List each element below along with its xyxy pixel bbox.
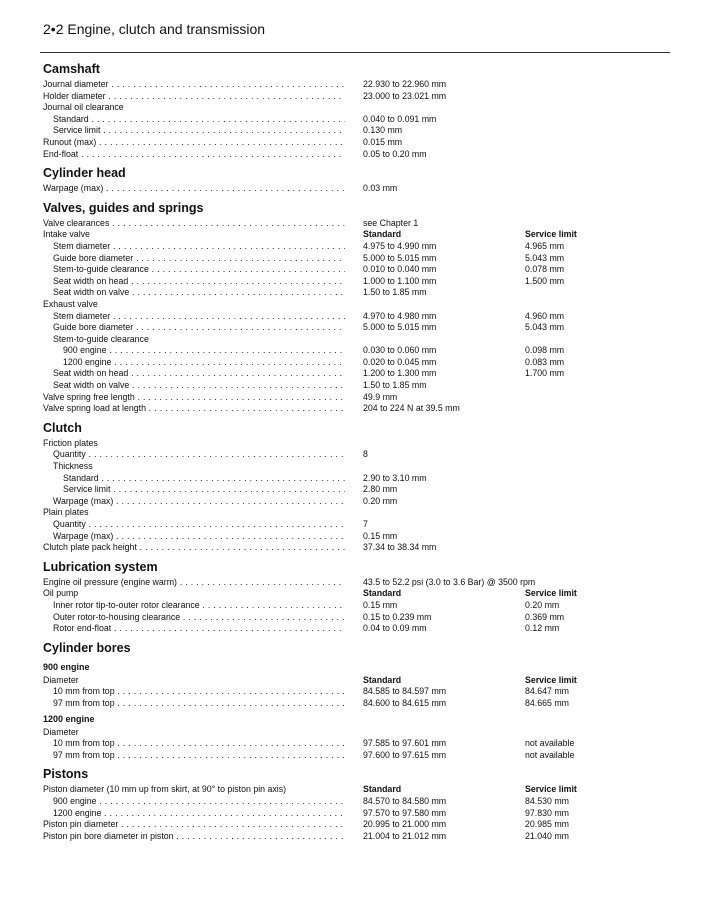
spec-row: [43, 183, 670, 195]
spec-limit: 20.985 mm: [525, 819, 570, 830]
spec-label: Exhaust valve: [43, 298, 98, 309]
spec-row: [43, 102, 670, 114]
spec-limit: 1.500 mm: [525, 275, 565, 286]
spec-row: [43, 612, 670, 624]
spec-row: [43, 368, 670, 380]
spec-label: Service limit . . .: [63, 484, 345, 496]
page-number: 2•2: [43, 21, 64, 37]
spec-limit: 0.098 mm: [525, 345, 565, 356]
spec-row: [43, 149, 670, 161]
spec-value: 97.570 to 97.580 mm: [363, 807, 447, 818]
spec-value: 0.15 to 0.239 mm: [363, 611, 432, 622]
spec-label: End-float . . .: [43, 149, 345, 161]
spec-row: [43, 519, 670, 531]
spec-row: [43, 392, 670, 404]
spec-label: Runout (max) . . .: [43, 137, 345, 149]
section-title-pistons: Pistons: [43, 767, 89, 782]
spec-limit: 84.530 mm: [525, 795, 570, 806]
spec-label: Warpage (max) . . .: [43, 183, 345, 195]
spec-label: Piston pin diameter . . .: [43, 819, 345, 831]
spec-value: 43.5 to 52.2 psi (3.0 to 3.6 Bar) @ 3500 rpm: [363, 576, 536, 587]
spec-row: [43, 449, 670, 461]
spec-value: 37.34 to 38.34 mm: [363, 542, 437, 553]
spec-label: Thickness: [53, 461, 93, 472]
spec-label: Seat width on head . . .: [53, 276, 345, 288]
spec-label: Valve spring load at length . . .: [43, 403, 345, 415]
subheading-900-engine: 900 engine: [43, 661, 90, 672]
spec-value: 0.05 to 0.20 mm: [363, 148, 427, 159]
column-header-standard: Standard: [363, 229, 402, 240]
spec-row: [43, 784, 670, 796]
spec-limit: not available: [525, 738, 575, 749]
spec-limit: 1.700 mm: [525, 368, 565, 379]
spec-limit: 4.965 mm: [525, 240, 565, 251]
spec-label: Holder diameter . . .: [43, 91, 345, 103]
spec-value: 1.50 to 1.85 mm: [363, 380, 427, 391]
spec-row: [43, 311, 670, 323]
spec-limit: 4.960 mm: [525, 310, 565, 321]
section-title-cylinder-bores: Cylinder bores: [43, 640, 131, 655]
spec-value: 20.995 to 21.000 mm: [363, 819, 447, 830]
spec-value: 0.03 mm: [363, 183, 398, 194]
spec-row: [43, 738, 670, 750]
spec-value: 4.975 to 4.990 mm: [363, 240, 437, 251]
spec-value: 0.010 to 0.040 mm: [363, 264, 437, 275]
spec-row: [43, 79, 670, 91]
spec-row: [43, 276, 670, 288]
spec-value: 21.004 to 21.012 mm: [363, 830, 447, 841]
spec-value: 0.130 mm: [363, 125, 403, 136]
spec-row: [43, 357, 670, 369]
column-header-standard: Standard: [363, 588, 402, 599]
section-title-cylinder-head: Cylinder head: [43, 166, 126, 181]
spec-value: 0.020 to 0.045 mm: [363, 356, 437, 367]
column-header-service-limit: Service limit: [525, 229, 577, 240]
spec-row: [43, 322, 670, 334]
spec-label: 97 mm from top . . .: [53, 750, 345, 762]
spec-row: [43, 808, 670, 820]
spec-value: 0.15 mm: [363, 530, 398, 541]
spec-limit: 0.20 mm: [525, 599, 560, 610]
spec-limit: not available: [525, 749, 575, 760]
section-title-valves: Valves, guides and springs: [43, 200, 204, 215]
spec-value: 0.20 mm: [363, 495, 398, 506]
column-header-service-limit: Service limit: [525, 588, 577, 599]
section-title-camshaft: Camshaft: [43, 62, 100, 76]
spec-label: Stem-to-guide clearance . . .: [53, 264, 345, 276]
spec-row: [43, 403, 670, 415]
spec-limit: 0.083 mm: [525, 356, 565, 367]
spec-row: [43, 473, 670, 485]
spec-value: 0.15 mm: [363, 599, 398, 610]
spec-label: Stem diameter . . .: [53, 241, 345, 253]
spec-value: 97.600 to 97.615 mm: [363, 749, 447, 760]
spec-row: [43, 299, 670, 311]
section-title-lubrication: Lubrication system: [43, 559, 158, 574]
spec-row: [43, 588, 670, 600]
spec-label: Friction plates: [43, 437, 98, 448]
spec-value: 23.000 to 23.021 mm: [363, 90, 447, 101]
spec-value: 4.970 to 4.980 mm: [363, 310, 437, 321]
spec-limit: 0.12 mm: [525, 623, 560, 634]
spec-label: 1200 engine . . .: [53, 808, 345, 820]
spec-label: Guide bore diameter . . .: [53, 322, 345, 334]
spec-value: 2.90 to 3.10 mm: [363, 472, 427, 483]
spec-row: [43, 507, 670, 519]
spec-value: 7: [363, 519, 368, 529]
chapter-title: Engine, clutch and transmission: [67, 21, 266, 37]
column-header-service-limit: Service limit: [525, 784, 577, 795]
spec-value: 0.015 mm: [363, 136, 403, 147]
spec-label: Seat width on valve . . .: [53, 380, 345, 392]
spec-limit: 84.647 mm: [525, 686, 570, 697]
spec-row: [43, 600, 670, 612]
spec-row: [43, 137, 670, 149]
spec-row: [43, 484, 670, 496]
spec-value: 84.600 to 84.615 mm: [363, 697, 447, 708]
section-title-clutch: Clutch: [43, 420, 82, 435]
spec-value: 204 to 224 N at 39.5 mm: [363, 403, 460, 414]
spec-label: Quantity . . .: [53, 519, 345, 531]
spec-value: 84.570 to 84.580 mm: [363, 795, 447, 806]
spec-row: [43, 218, 670, 230]
spec-row: [43, 461, 670, 473]
spec-label: Service limit . . .: [53, 125, 345, 137]
spec-label: Standard . . .: [53, 114, 345, 126]
spec-label: Intake valve: [43, 229, 90, 240]
spec-row: [43, 727, 670, 739]
spec-row: [43, 675, 670, 687]
spec-row: [43, 114, 670, 126]
spec-label: Journal oil clearance: [43, 102, 124, 113]
spec-row: [43, 496, 670, 508]
spec-label: Valve clearances . . .: [43, 218, 345, 230]
subheading-1200-engine: 1200 engine: [43, 713, 95, 724]
spec-label: Journal diameter . . .: [43, 79, 345, 91]
spec-label: Warpage (max) . . .: [53, 496, 345, 508]
spec-limit: 97.830 mm: [525, 807, 570, 818]
spec-row: [43, 380, 670, 392]
spec-limit: 5.043 mm: [525, 252, 565, 263]
spec-row: [43, 438, 670, 450]
spec-row: [43, 264, 670, 276]
spec-value: 8: [363, 449, 368, 460]
spec-row: [43, 819, 670, 831]
spec-row: [43, 334, 670, 346]
page-header: [43, 21, 265, 37]
spec-label: Diameter: [43, 674, 79, 685]
spec-value: 84.585 to 84.597 mm: [363, 686, 447, 697]
spec-label: Plain plates: [43, 507, 89, 518]
spec-row: [43, 531, 670, 543]
spec-label: Piston diameter (10 mm up from skirt, at 90° to piston pin axis): [43, 784, 287, 795]
spec-label: 10 mm from top . . .: [53, 686, 345, 698]
spec-value: 49.9 mm: [363, 391, 398, 402]
spec-label: Seat width on head . . .: [53, 368, 345, 380]
spec-label: Engine oil pressure (engine warm) . . .: [43, 577, 345, 589]
spec-value: 97.585 to 97.601 mm: [363, 738, 447, 749]
spec-label: 900 engine . . .: [53, 796, 345, 808]
spec-row: [43, 229, 670, 241]
spec-value: 2.80 mm: [363, 484, 398, 495]
spec-label: Valve spring free length . . .: [43, 392, 345, 404]
spec-label: Quantity . . .: [53, 449, 345, 461]
spec-label: 10 mm from top . . .: [53, 738, 345, 750]
spec-label: 900 engine . . .: [63, 345, 345, 357]
column-header-standard: Standard: [363, 674, 402, 685]
spec-content: [43, 60, 670, 842]
spec-label: Warpage (max) . . .: [53, 531, 345, 543]
spec-row: [43, 287, 670, 299]
spec-label: Guide bore diameter . . .: [53, 253, 345, 265]
spec-row: [43, 241, 670, 253]
spec-limit: 84.665 mm: [525, 697, 570, 708]
spec-value: 1.50 to 1.85 mm: [363, 287, 427, 298]
spec-value: 0.04 to 0.09 mm: [363, 623, 427, 634]
spec-label: Diameter: [43, 726, 79, 737]
spec-limit: 5.043 mm: [525, 322, 565, 333]
spec-label: Stem-to-guide clearance: [53, 333, 149, 344]
spec-row: [43, 577, 670, 589]
spec-label: Clutch plate pack height . . .: [43, 542, 345, 554]
spec-label: Standard . . .: [63, 473, 345, 485]
spec-row: [43, 345, 670, 357]
spec-row: [43, 125, 670, 137]
spec-value: 1.000 to 1.100 mm: [363, 275, 437, 286]
spec-value: 0.040 to 0.091 mm: [363, 113, 437, 124]
spec-label: Outer rotor-to-housing clearance . . .: [53, 612, 345, 624]
column-header-service-limit: Service limit: [525, 674, 577, 685]
spec-label: 1200 engine . . .: [63, 357, 345, 369]
spec-value: 1.200 to 1.300 mm: [363, 368, 437, 379]
spec-label: 97 mm from top . . .: [53, 698, 345, 710]
spec-label: Piston pin bore diameter in piston . . .: [43, 831, 345, 843]
spec-row: [43, 91, 670, 103]
header-rule: [40, 52, 670, 53]
spec-label: Stem diameter . . .: [53, 311, 345, 323]
spec-label: Inner rotor tip-to-outer rotor clearance . . .: [53, 600, 345, 612]
spec-value: 5.000 to 5.015 mm: [363, 252, 437, 263]
spec-label: Rotor end-float . . .: [53, 623, 345, 635]
spec-value: 0.030 to 0.060 mm: [363, 345, 437, 356]
spec-row: [43, 831, 670, 843]
spec-value: 22.930 to 22.960 mm: [363, 79, 447, 89]
spec-limit: 0.369 mm: [525, 611, 565, 622]
spec-row: [43, 542, 670, 554]
spec-limit: 0.078 mm: [525, 264, 565, 275]
column-header-standard: Standard: [363, 784, 402, 795]
spec-label: Seat width on valve . . .: [53, 287, 345, 299]
spec-value: see Chapter 1: [363, 217, 419, 228]
spec-label: Oil pump: [43, 588, 79, 599]
spec-row: [43, 750, 670, 762]
spec-row: [43, 253, 670, 265]
spec-value: 5.000 to 5.015 mm: [363, 322, 437, 333]
spec-row: [43, 698, 670, 710]
spec-row: [43, 623, 670, 635]
spec-row: [43, 686, 670, 698]
spec-row: [43, 796, 670, 808]
spec-limit: 21.040 mm: [525, 830, 570, 841]
